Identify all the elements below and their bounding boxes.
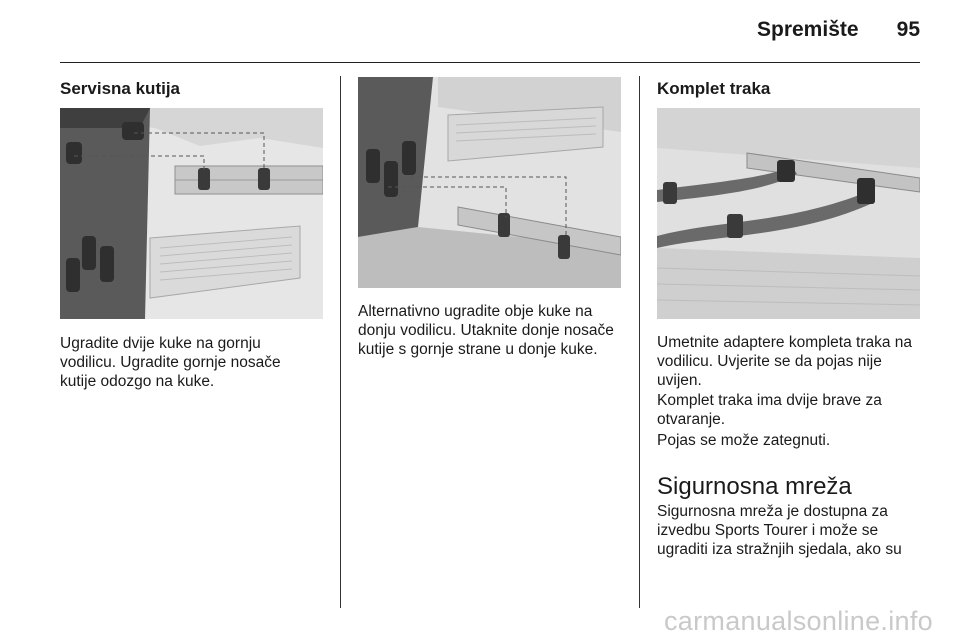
paragraph-strap-insert	[657, 333, 932, 390]
text-line: Alternativno ugradite obje kuke na	[358, 303, 593, 320]
text-line: kutije odozgo na kuke.	[60, 373, 215, 390]
figure-strap-kit	[657, 108, 920, 319]
text-line: Pojas se može zategnuti.	[657, 432, 831, 449]
paragraph-strap-locks	[657, 391, 932, 429]
paragraph-lower-rail	[358, 302, 633, 359]
heading-safety-net: Sigurnosna mreža	[657, 473, 852, 500]
paragraph-safety-net	[657, 502, 932, 559]
watermark: carmanualsonline.info	[664, 606, 933, 636]
heading-service-box: Servisna kutija	[60, 79, 181, 98]
chapter-title: Spremište	[757, 18, 859, 41]
text-line: kutije s gornje strane u donje kuke.	[358, 341, 598, 358]
figure-service-box-upper-rail	[60, 108, 323, 319]
text-line: vodilicu. Uvjerite se da pojas nije	[657, 353, 882, 370]
text-line: uvijen.	[657, 372, 702, 389]
text-line: Sigurnosna mreža je dostupna za	[657, 503, 888, 520]
text-line: Komplet traka ima dvije brave za	[657, 392, 882, 409]
text-line: izvedbu Sports Tourer i može se	[657, 522, 879, 539]
paragraph-strap-tighten	[657, 431, 932, 450]
page-number: 95	[896, 18, 920, 41]
text-line: donju vodilicu. Utaknite donje nosače	[358, 322, 614, 339]
text-line: Umetnite adaptere kompleta traka na	[657, 334, 913, 351]
figure-service-box-lower-rail	[358, 77, 621, 288]
paragraph-service-box	[60, 334, 328, 391]
text-line: vodilicu. Ugradite gornje nosače	[60, 354, 281, 371]
text-line: ugraditi iza stražnjih sjedala, ako su	[657, 541, 902, 558]
text-line: Ugradite dvije kuke na gornju	[60, 335, 261, 352]
column-divider-right	[639, 76, 640, 608]
header-rule	[60, 62, 920, 63]
text-line: otvaranje.	[657, 411, 726, 428]
column-divider-left	[340, 76, 341, 608]
heading-strap-kit: Komplet traka	[657, 79, 771, 98]
